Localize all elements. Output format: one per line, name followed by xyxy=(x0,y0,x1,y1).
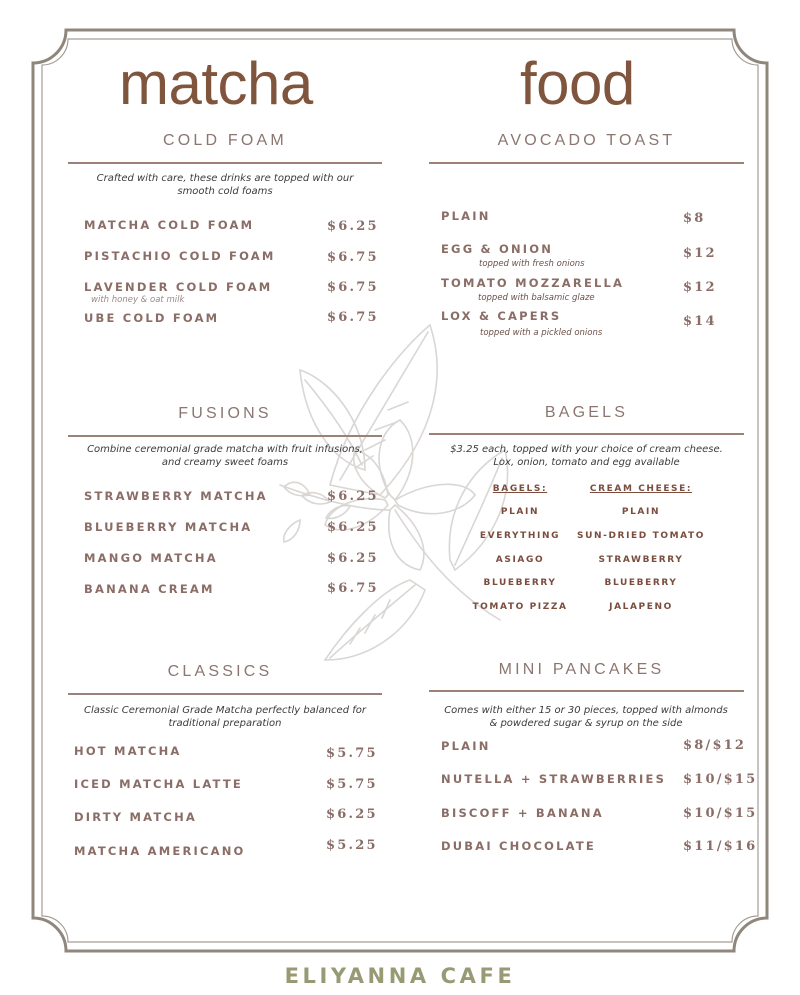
bagels-heading: BAGELS xyxy=(544,404,629,421)
menu-item-price: $8/$12 xyxy=(683,738,747,753)
fusions-description: Combine ceremonial grade matcha with fruit infusions, and creamy sweet foams xyxy=(87,444,363,468)
bagels-description: $3.25 each, topped with your choice of cream cheese. Lox, onion, tomato and egg available xyxy=(450,444,723,468)
menu-item-price: $5.25 xyxy=(326,838,378,853)
cream-cheese-column-header: CREAM CHEESE: xyxy=(589,484,693,494)
classics-description: Classic Ceremonial Grade Matcha perfectly balanced for traditional preparation xyxy=(84,705,366,729)
menu-item-name: DUBAI CHOCOLATE xyxy=(441,839,596,853)
menu-item-price: $6.25 xyxy=(327,520,379,535)
fusions-divider xyxy=(68,435,382,437)
menu-item-name: TOMATO MOZZARELLA xyxy=(441,276,625,290)
menu-item-name: PISTACHIO COLD FOAM xyxy=(84,249,276,263)
menu-item-name: PLAIN xyxy=(441,209,491,223)
menu-item-price: $12 xyxy=(683,280,717,295)
menu-item-name: HOT MATCHA xyxy=(74,744,182,758)
menu-item-price: $5.75 xyxy=(326,746,378,761)
menu-item-name: DIRTY MATCHA xyxy=(74,810,197,824)
menu-item-price: $10/$15 xyxy=(683,806,758,821)
menu-item-note: with honey & oat milk xyxy=(91,295,185,305)
cream-cheese-option: JALAPENO xyxy=(609,602,673,612)
menu-item-name: LAVENDER COLD FOAM xyxy=(84,280,273,294)
classics-divider xyxy=(68,693,382,695)
classics-heading: CLASSICS xyxy=(167,663,273,680)
menu-item-price: $6.75 xyxy=(327,581,379,596)
cream-cheese-option: BLUEBERRY xyxy=(604,578,678,588)
menu-item-name: UBE COLD FOAM xyxy=(84,311,220,325)
bagel-option: BLUEBERRY xyxy=(483,578,557,588)
menu-item-name: STRAWBERRY MATCHA xyxy=(84,489,268,503)
menu-item-price: $6.25 xyxy=(327,219,379,234)
menu-item-price: $10/$15 xyxy=(683,772,758,787)
cafe-name: ELIYANNA CAFE xyxy=(284,964,516,988)
menu-item-note: topped with balsamic glaze xyxy=(478,293,595,303)
cold-foam-divider xyxy=(68,162,382,164)
food-title: food xyxy=(520,50,635,117)
cream-cheese-option: PLAIN xyxy=(621,507,661,517)
menu-item-name: BANANA CREAM xyxy=(84,582,215,596)
menu-item-price: $6.25 xyxy=(326,807,378,822)
menu-item-name: BLUEBERRY MATCHA xyxy=(84,520,253,534)
menu-item-name: EGG & ONION xyxy=(441,242,554,256)
menu-item-price: $5.75 xyxy=(326,777,378,792)
avocado-toast-divider xyxy=(429,162,744,164)
fusions-heading: FUSIONS xyxy=(178,405,272,422)
menu-item-note: topped with fresh onions xyxy=(479,259,585,269)
bagel-option: PLAIN xyxy=(500,507,540,517)
mini-pancakes-description: Comes with either 15 or 30 pieces, topped with almonds & powdered sugar & syrup on the side xyxy=(444,705,728,729)
menu-item-price: $14 xyxy=(683,314,717,329)
bagel-option: ASIAGO xyxy=(495,555,545,565)
menu-item-note: topped with a pickled onions xyxy=(480,328,603,338)
menu-item-price: $6.75 xyxy=(327,310,379,325)
menu-item-price: $6.25 xyxy=(327,551,379,566)
menu-item-name: PLAIN xyxy=(441,739,491,753)
cold-foam-description: Crafted with care, these drinks are topped with our smooth cold foams xyxy=(96,173,354,197)
bagels-column-header: BAGELS: xyxy=(492,484,548,494)
bagel-option: EVERYTHING xyxy=(479,531,561,541)
menu-item-name: MATCHA AMERICANO xyxy=(74,844,246,858)
cream-cheese-option: SUN-DRIED TOMATO xyxy=(577,531,705,541)
menu-item-name: LOX & CAPERS xyxy=(441,309,562,323)
menu-item-price: $8 xyxy=(683,211,706,226)
menu-item-price: $6.75 xyxy=(327,250,379,265)
menu-item-price: $12 xyxy=(683,246,717,261)
cream-cheese-option: STRAWBERRY xyxy=(598,555,684,565)
menu-item-price: $6.75 xyxy=(327,280,379,295)
menu-item-name: MATCHA COLD FOAM xyxy=(84,218,255,232)
menu-item-name: BISCOFF + BANANA xyxy=(441,806,604,820)
cold-foam-heading: COLD FOAM xyxy=(163,132,287,149)
menu-item-name: MANGO MATCHA xyxy=(84,551,218,565)
bagel-option: TOMATO PIZZA xyxy=(472,602,568,612)
avocado-toast-heading: AVOCADO TOAST xyxy=(497,132,676,149)
mini-pancakes-divider xyxy=(429,690,744,692)
menu-item-price: $11/$16 xyxy=(683,839,758,854)
bagels-divider xyxy=(429,433,744,435)
menu-item-name: NUTELLA + STRAWBERRIES xyxy=(441,772,667,786)
menu-item-name: ICED MATCHA LATTE xyxy=(74,777,243,791)
matcha-title: matcha xyxy=(119,50,313,117)
mini-pancakes-heading: MINI PANCAKES xyxy=(498,661,665,678)
menu-item-price: $6.25 xyxy=(327,489,379,504)
